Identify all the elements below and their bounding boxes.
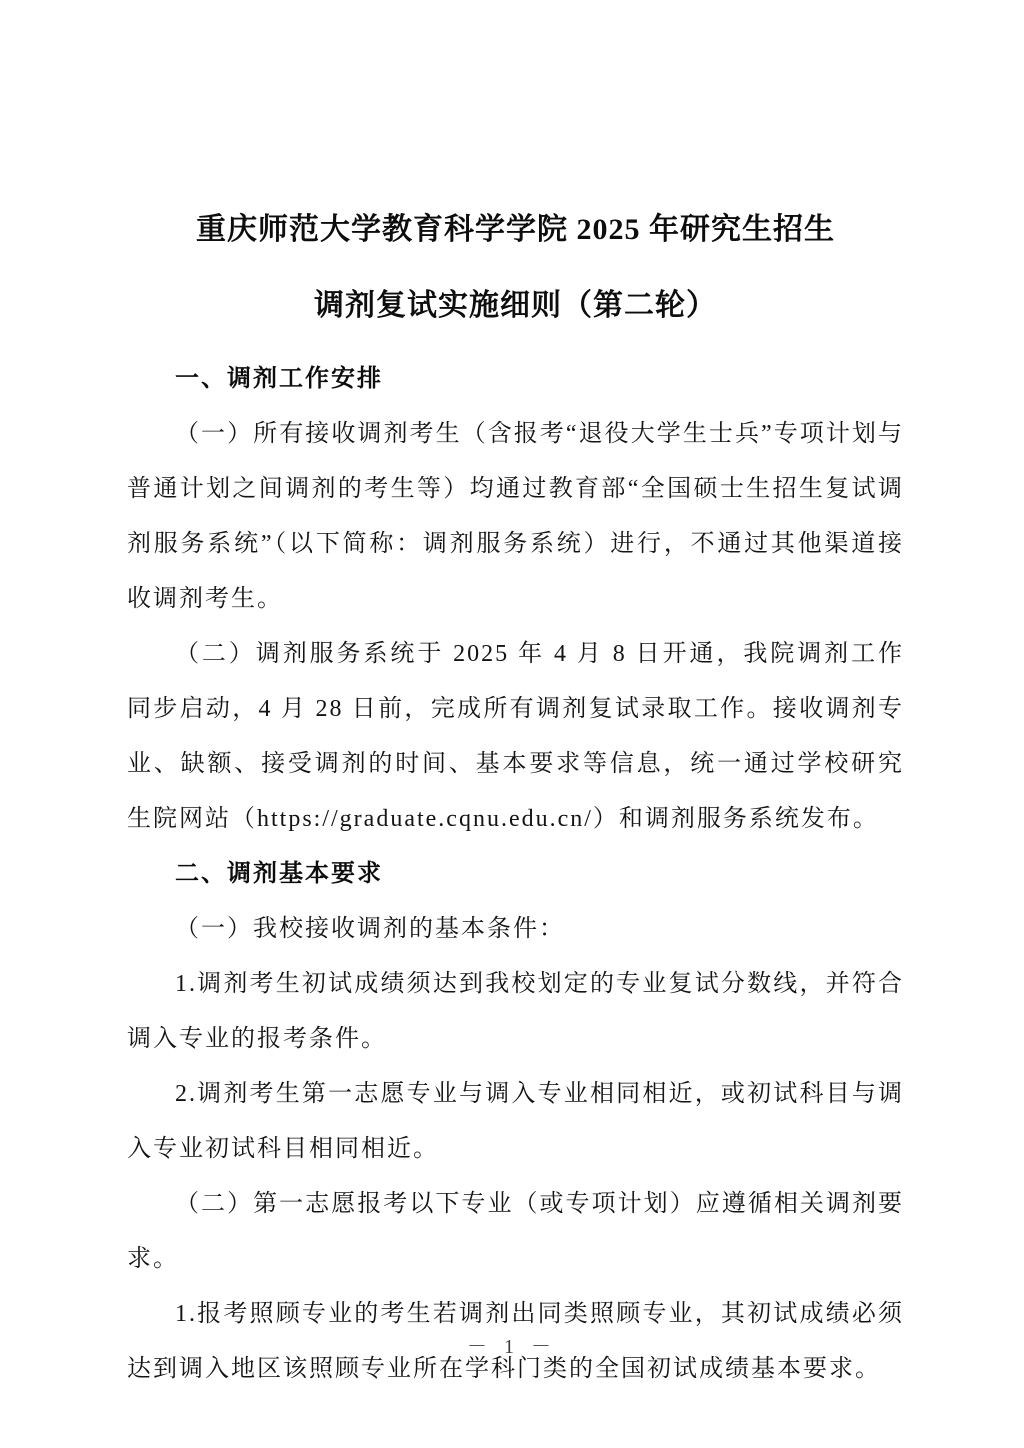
page-number: － 1 －: [467, 1336, 557, 1358]
document-title: [127, 192, 904, 344]
section-heading-2: 二、调剂基本要求: [175, 861, 383, 887]
paragraph: （二）第一志愿报考以下专业（或专项计划）应遵循相关调剂要求。: [127, 1191, 904, 1272]
section-heading-1: 一、调剂工作安排: [175, 366, 383, 392]
paragraph: （一）我校接收调剂的基本条件：: [175, 916, 565, 942]
paragraph: 2.调剂考生第一志愿专业与调入专业相同相近，或初试科目与调入专业初试科目相同相近。: [127, 1081, 904, 1162]
document-body: [127, 352, 904, 1397]
paragraph: （二）调剂服务系统于 2025 年 4 月 8 日开通，我院调剂工作同步启动，4 月 28 日前，完成所有调剂复试录取工作。接收调剂专业、缺额、接受调剂的时间、基本要求等信息，统一通过学校研究生院网站（https://graduate.cqnu.edu.cn/）和调剂服务系统发布。: [127, 641, 904, 832]
document-title-line-1: 重庆师范大学教育科学学院 2025 年研究生招生: [196, 213, 835, 246]
paragraph: （一）所有接收调剂考生（含报考“退役大学生士兵”专项计划与普通计划之间调剂的考生等）均通过教育部“全国硕士生招生复试调剂服务系统”（以下简称：调剂服务系统）进行，不通过其他渠道接收调剂考生。: [127, 421, 904, 612]
paragraph: 1.报考照顾专业的考生若调剂出同类照顾专业，其初试成绩必须达到调入地区该照顾专业所在学科门类的全国初试成绩基本要求。: [127, 1301, 904, 1382]
paragraph: 1.调剂考生初试成绩须达到我校划定的专业复试分数线，并符合调入专业的报考条件。: [127, 971, 904, 1052]
document-title-line-2: 调剂复试实施细则（第二轮）: [314, 289, 717, 322]
